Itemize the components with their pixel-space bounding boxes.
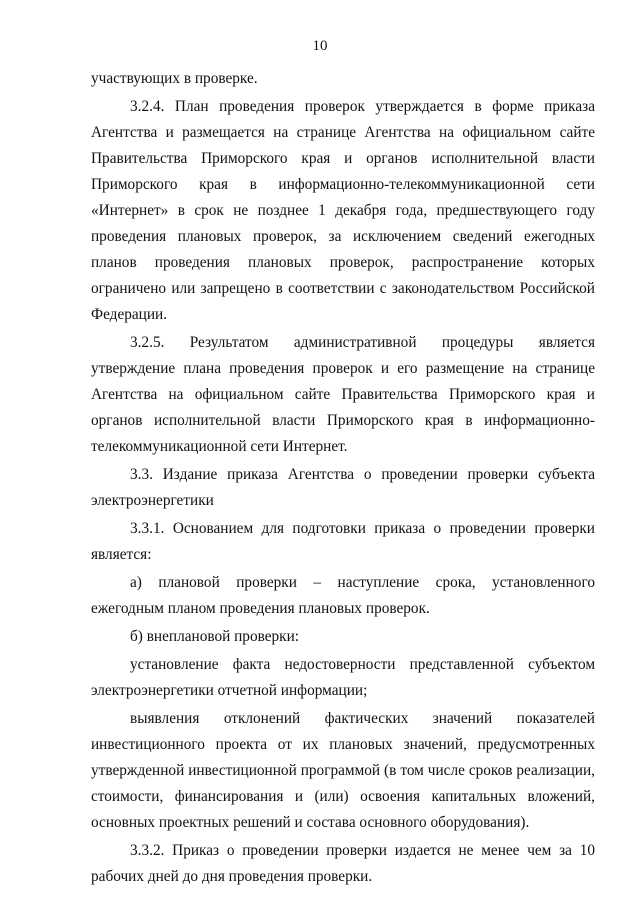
document-body	[91, 66, 595, 890]
page-number: 10	[312, 38, 328, 54]
paragraph-3-2-5: 3.2.5. Результатом административной процедуры является утверждение плана проведения проверок и его размещение на странице Агентства на официальном сайте Правительства Приморского края и органов исполнительной власти Приморского края в информационно-телекоммуникационной сети Интернет.	[91, 334, 595, 455]
paragraph-3-2-4: 3.2.4. План проведения проверок утверждается в форме приказа Агентства и размещается на странице Агентства на официальном сайте Правительства Приморского края и органов исполнительной власти Приморского края в информационно-телекоммуникационной сети «Интернет» в срок не позднее 1 декабря года, предшествующего году проведения плановых проверок, за исключением сведений ежегодных планов проведения плановых проверок, распространение которых ограничено или запрещено в соответствии с законодательством Российской Федерации.	[91, 98, 595, 323]
paragraph-continuation: участвующих в проверке.	[91, 70, 258, 87]
sub-item-report-inaccuracy: установление факта недостоверности представленной субъектом электроэнергетики отчетной информации;	[91, 656, 595, 699]
paragraph-3-3-2: 3.3.2. Приказ о проведении проверки издается не менее чем за 10 рабочих дней до дня проведения проверки.	[91, 842, 595, 885]
section-heading-3-3: 3.3. Издание приказа Агентства о проведении проверки субъекта электроэнергетики	[91, 466, 595, 509]
list-item-b: б) внеплановой проверки:	[130, 628, 300, 645]
sub-item-deviations: выявления отклонений фактических значений показателей инвестиционного проекта от их плановых значений, предусмотренных утвержденной инвестиционной программой (в том числе сроков реализации, стоимости, финансирования и (или) освоения капитальных вложений, основных проектных решений и состава основного оборудования).	[91, 710, 595, 831]
paragraph-3-3-1: 3.3.1. Основанием для подготовки приказа о проведении проверки является:	[91, 520, 595, 563]
list-item-a: а) плановой проверки – наступление срока, установленного ежегодным планом проведения плановых проверок.	[91, 574, 595, 617]
